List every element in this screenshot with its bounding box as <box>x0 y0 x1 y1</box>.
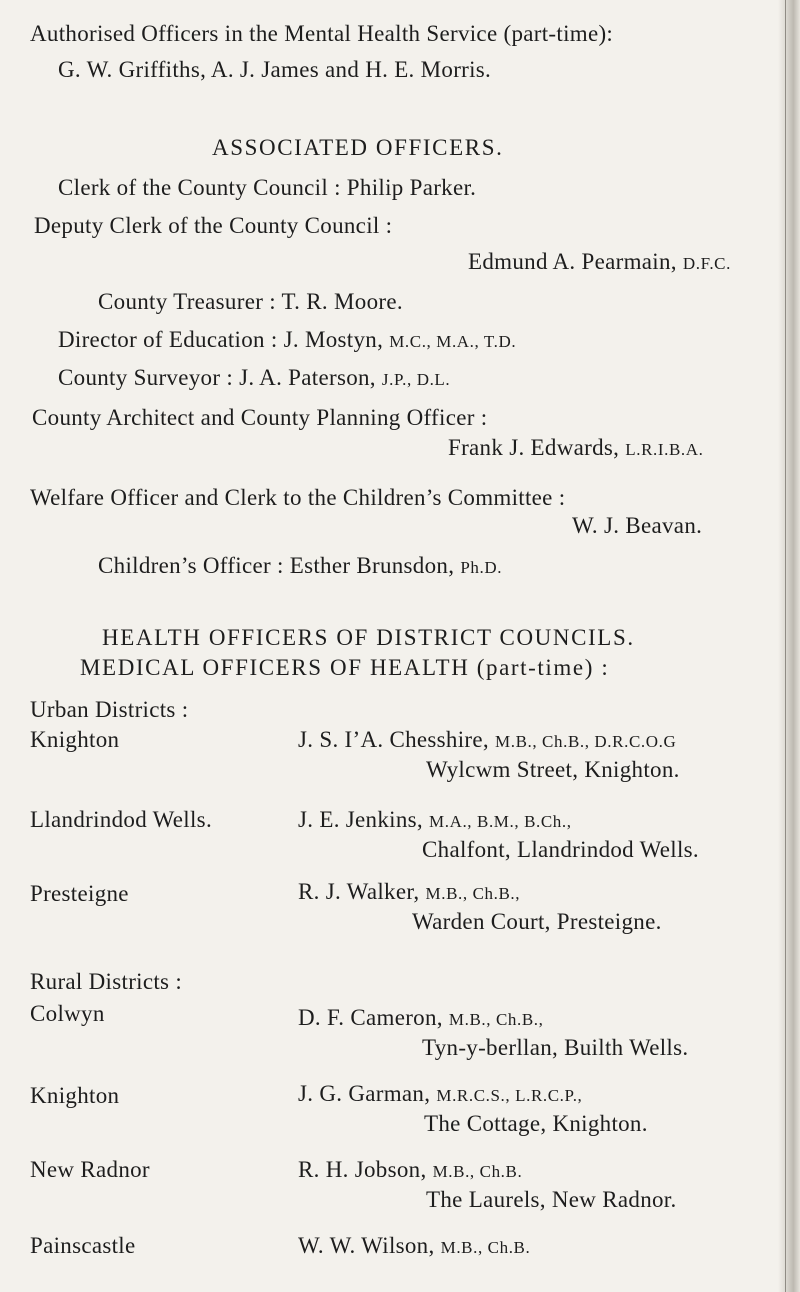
urban-officer-llandrindod: J. E. Jenkins, M.A., B.M., B.Ch., <box>298 807 572 832</box>
urban-address-presteigne: Warden Court, Presteigne. <box>412 909 662 934</box>
rural-address-new-radnor: The Laurels, New Radnor. <box>426 1187 677 1212</box>
page-edge-shadow <box>778 0 800 1292</box>
deputy-clerk-name: Edmund A. Pearmain, D.F.C. <box>468 249 731 274</box>
urban-address-knighton: Wylcwm Street, Knighton. <box>426 757 680 782</box>
urban-districts-label: Urban Districts : <box>30 697 189 722</box>
deputy-clerk-line: Deputy Clerk of the County Council : <box>34 213 393 238</box>
authorised-officers-line-1: Authorised Officers in the Mental Health Service (part-time): <box>30 21 614 46</box>
treasurer-line: County Treasurer : T. R. Moore. <box>98 289 403 314</box>
rural-officer-knighton: J. G. Garman, M.R.C.S., L.R.C.P., <box>298 1081 583 1106</box>
urban-address-llandrindod: Chalfont, Llandrindod Wells. <box>422 837 699 862</box>
urban-district-presteigne: Presteigne <box>30 881 129 906</box>
medical-officers-heading: MEDICAL OFFICERS OF HEALTH (part-time) : <box>80 655 610 680</box>
rural-officer-new-radnor: R. H. Jobson, M.B., Ch.B. <box>298 1157 523 1182</box>
associated-officers-heading: ASSOCIATED OFFICERS. <box>212 135 504 160</box>
rural-address-knighton: The Cottage, Knighton. <box>424 1111 648 1136</box>
rural-officer-painscastle: W. W. Wilson, M.B., Ch.B. <box>298 1233 531 1258</box>
urban-officer-knighton: J. S. I’A. Chesshire, M.B., Ch.B., D.R.C.O.G <box>298 727 677 752</box>
rural-district-colwyn: Colwyn <box>30 1001 105 1026</box>
health-officers-heading: HEALTH OFFICERS OF DISTRICT COUNCILS. <box>102 625 635 650</box>
director-line: Director of Education : J. Mostyn, M.C., M.A., T.D. <box>58 327 517 352</box>
urban-officer-presteigne: R. J. Walker, M.B., Ch.B., <box>298 879 521 904</box>
surveyor-line: County Surveyor : J. A. Paterson, J.P., D.L. <box>58 365 451 390</box>
architect-line: County Architect and County Planning Officer : <box>32 405 488 430</box>
page-edge-line <box>785 0 786 1292</box>
welfare-officer-name: W. J. Beavan. <box>572 513 703 538</box>
rural-address-colwyn: Tyn-y-berllan, Builth Wells. <box>422 1035 689 1060</box>
rural-district-painscastle: Painscastle <box>30 1233 136 1258</box>
rural-district-knighton: Knighton <box>30 1083 120 1108</box>
welfare-officer-line: Welfare Officer and Clerk to the Children’s Committee : <box>30 485 566 510</box>
rural-officer-colwyn: D. F. Cameron, M.B., Ch.B., <box>298 1005 544 1030</box>
clerk-line: Clerk of the County Council : Philip Parker. <box>58 175 477 200</box>
architect-name: Frank J. Edwards, L.R.I.B.A. <box>448 435 704 460</box>
rural-district-new-radnor: New Radnor <box>30 1157 150 1182</box>
authorised-officers-line-2: G. W. Griffiths, A. J. James and H. E. Morris. <box>58 57 492 82</box>
childrens-officer-line: Children’s Officer : Esther Brunsdon, Ph.D. <box>98 553 503 578</box>
urban-district-llandrindod: Llandrindod Wells. <box>30 807 212 832</box>
rural-districts-label: Rural Districts : <box>30 969 183 994</box>
urban-district-knighton: Knighton <box>30 727 120 752</box>
